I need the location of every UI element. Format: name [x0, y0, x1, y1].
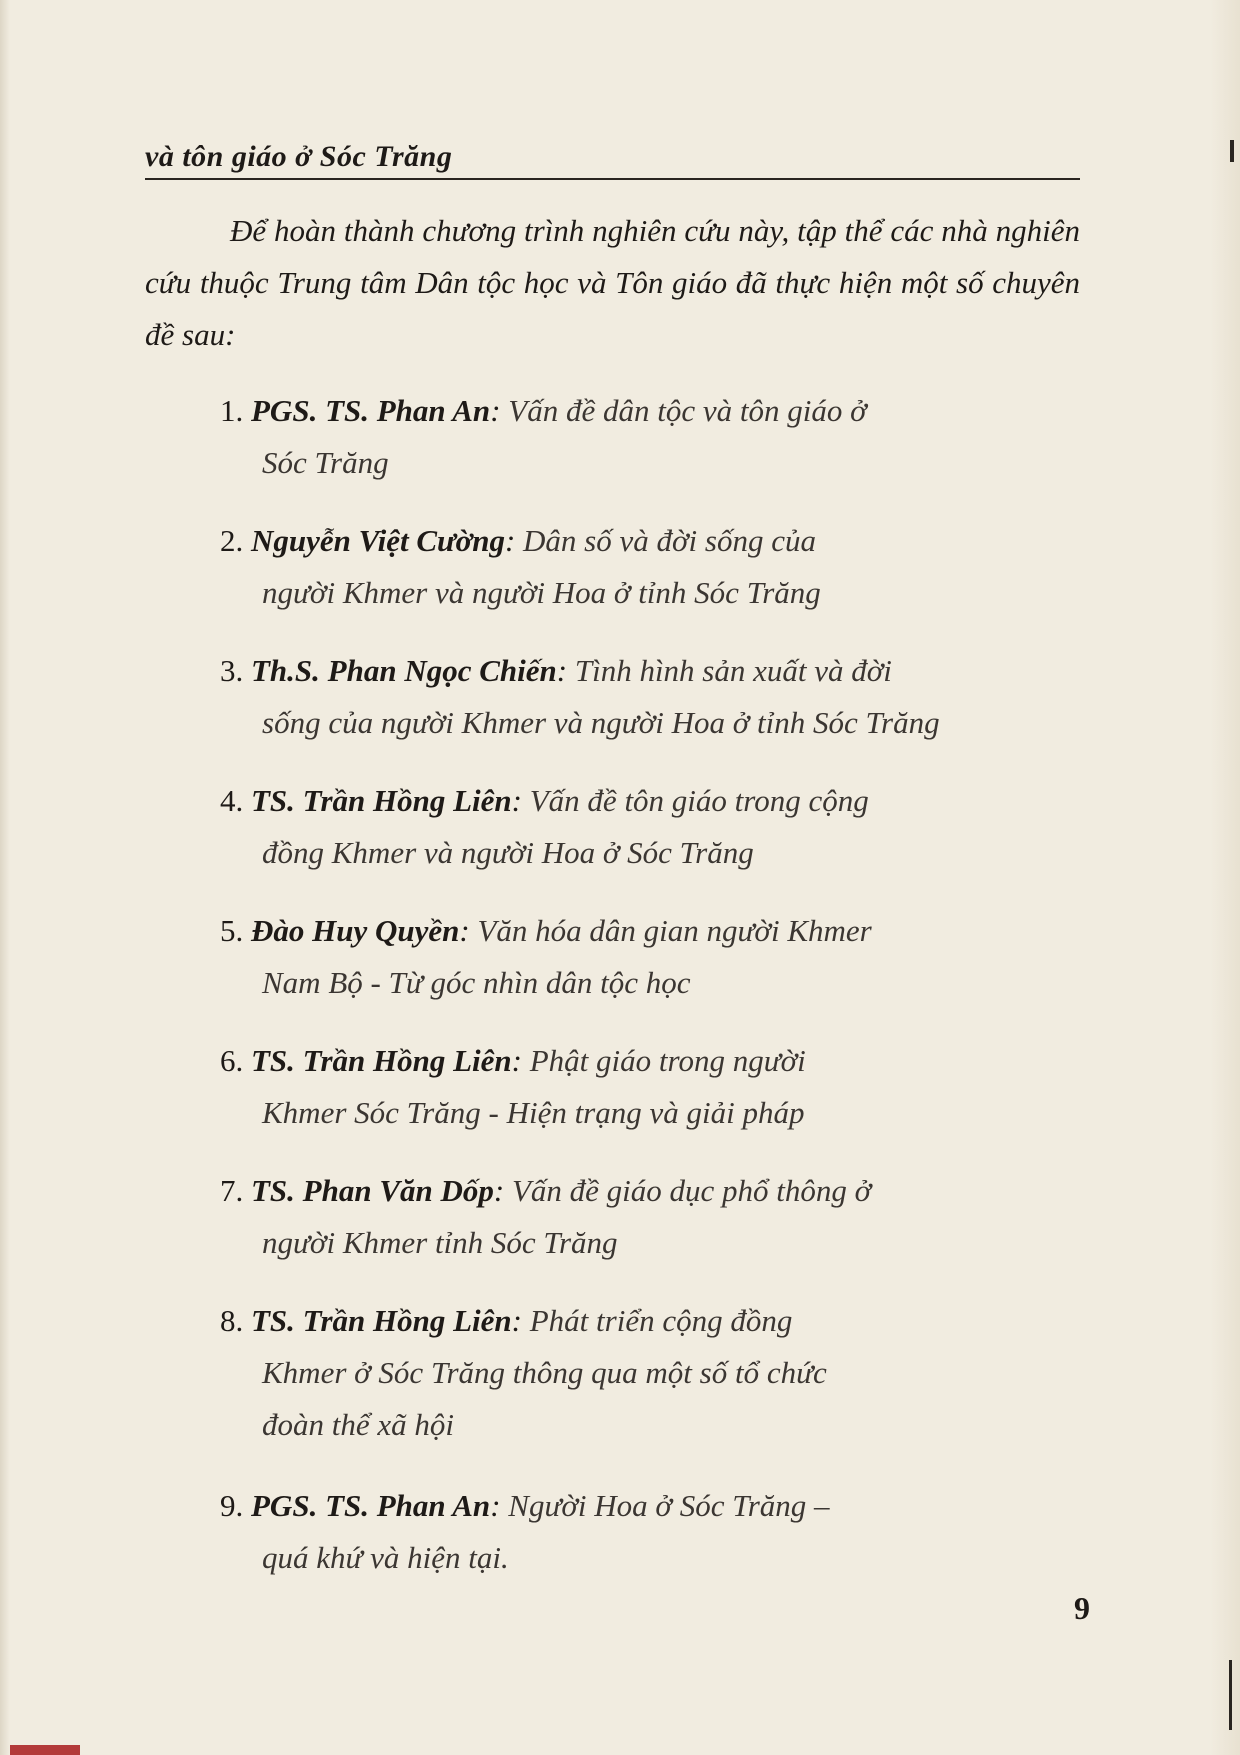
- item-separator: :: [493, 1173, 505, 1208]
- item-number: 6.: [220, 1043, 244, 1078]
- item-number: 5.: [220, 913, 244, 948]
- item-title-continued: quá khứ và hiện tại.: [262, 1540, 509, 1575]
- item-number: 4.: [220, 783, 244, 818]
- item-title-continued: Nam Bộ - Từ góc nhìn dân tộc học: [262, 965, 691, 1000]
- item-title-continued: người Khmer tỉnh Sóc Trăng: [262, 1225, 618, 1260]
- item-title: Vấn đề tôn giáo trong cộng: [529, 783, 869, 818]
- item-number: 1.: [220, 393, 244, 428]
- list-item: [220, 1035, 1080, 1139]
- item-title-continued: Khmer ở Sóc Trăng thông qua một số tổ chức: [262, 1355, 827, 1390]
- page-edge-right: [1210, 0, 1240, 1755]
- item-number: 7.: [220, 1173, 244, 1208]
- item-title-continued: người Khmer và người Hoa ở tỉnh Sóc Trăng: [262, 575, 821, 610]
- item-title-continued: Khmer Sóc Trăng - Hiện trạng và giải pháp: [262, 1095, 805, 1130]
- item-title: Vấn đề giáo dục phổ thông ở: [511, 1173, 872, 1208]
- item-title: Phát triển cộng đồng: [529, 1303, 793, 1338]
- item-separator: :: [490, 1488, 501, 1523]
- running-head-text: và tôn giáo ở Sóc Trăng: [145, 140, 453, 173]
- item-author: TS. Trần Hồng Liên: [251, 783, 512, 818]
- item-author: Đào Huy Quyền: [251, 913, 460, 948]
- list-item: [220, 515, 1080, 619]
- item-title: Văn hóa dân gian người Khmer: [477, 913, 872, 948]
- running-head: [145, 138, 1080, 180]
- item-separator: :: [556, 653, 568, 688]
- item-title-continued: đoàn thể xã hội: [262, 1407, 454, 1442]
- item-title-continued: sống của người Khmer và người Hoa ở tỉnh Sóc Trăng: [262, 705, 940, 740]
- item-number: 2.: [220, 523, 244, 558]
- item-separator: :: [511, 783, 522, 818]
- list-item: [220, 905, 1080, 1009]
- item-author: TS. Trần Hồng Liên: [251, 1043, 512, 1078]
- list-item: [220, 645, 1080, 749]
- intro-paragraph: Để hoàn thành chương trình nghiên cứu này, tập thể các nhà nghiên cứu thuộc Trung tâm Dân tộc học và Tôn giáo đã thực hiện một số chuyên đề sau:: [145, 213, 1080, 352]
- list-item: [220, 1480, 1080, 1584]
- list-item: [220, 1295, 1080, 1451]
- item-number: 9.: [220, 1488, 244, 1523]
- list-item: [220, 1165, 1080, 1269]
- list-item: [220, 775, 1080, 879]
- spine-mark: [1230, 140, 1234, 162]
- item-separator: :: [511, 1303, 522, 1338]
- item-separator: :: [504, 523, 516, 558]
- item-separator: :: [511, 1043, 522, 1078]
- item-title: Vấn đề dân tộc và tôn giáo ở: [508, 393, 867, 428]
- item-number: 3.: [220, 653, 244, 688]
- item-title-continued: Sóc Trăng: [262, 445, 389, 480]
- page-edge-left: [0, 0, 10, 1755]
- spine-mark: [1229, 1660, 1232, 1730]
- list-item: [220, 385, 1080, 489]
- corner-mark: [10, 1745, 80, 1755]
- item-separator: :: [459, 913, 470, 948]
- page-number: 9: [1074, 1590, 1090, 1626]
- item-title: Người Hoa ở Sóc Trăng –: [508, 1488, 830, 1523]
- item-separator: :: [490, 393, 501, 428]
- item-author: TS. Phan Văn Dốp: [251, 1173, 494, 1208]
- item-author: Th.S. Phan Ngọc Chiến: [251, 653, 557, 688]
- item-title: Tình hình sản xuất và đời: [574, 653, 892, 688]
- item-title-continued: đồng Khmer và người Hoa ở Sóc Trăng: [262, 835, 754, 870]
- item-author: TS. Trần Hồng Liên: [251, 1303, 512, 1338]
- item-title: Phật giáo trong người: [529, 1043, 806, 1078]
- item-author: Nguyễn Việt Cường: [251, 523, 505, 558]
- item-title: Dân số và đời sống của: [523, 523, 816, 558]
- item-author: PGS. TS. Phan An: [251, 393, 491, 428]
- item-author: PGS. TS. Phan An: [251, 1488, 491, 1523]
- item-number: 8.: [220, 1303, 244, 1338]
